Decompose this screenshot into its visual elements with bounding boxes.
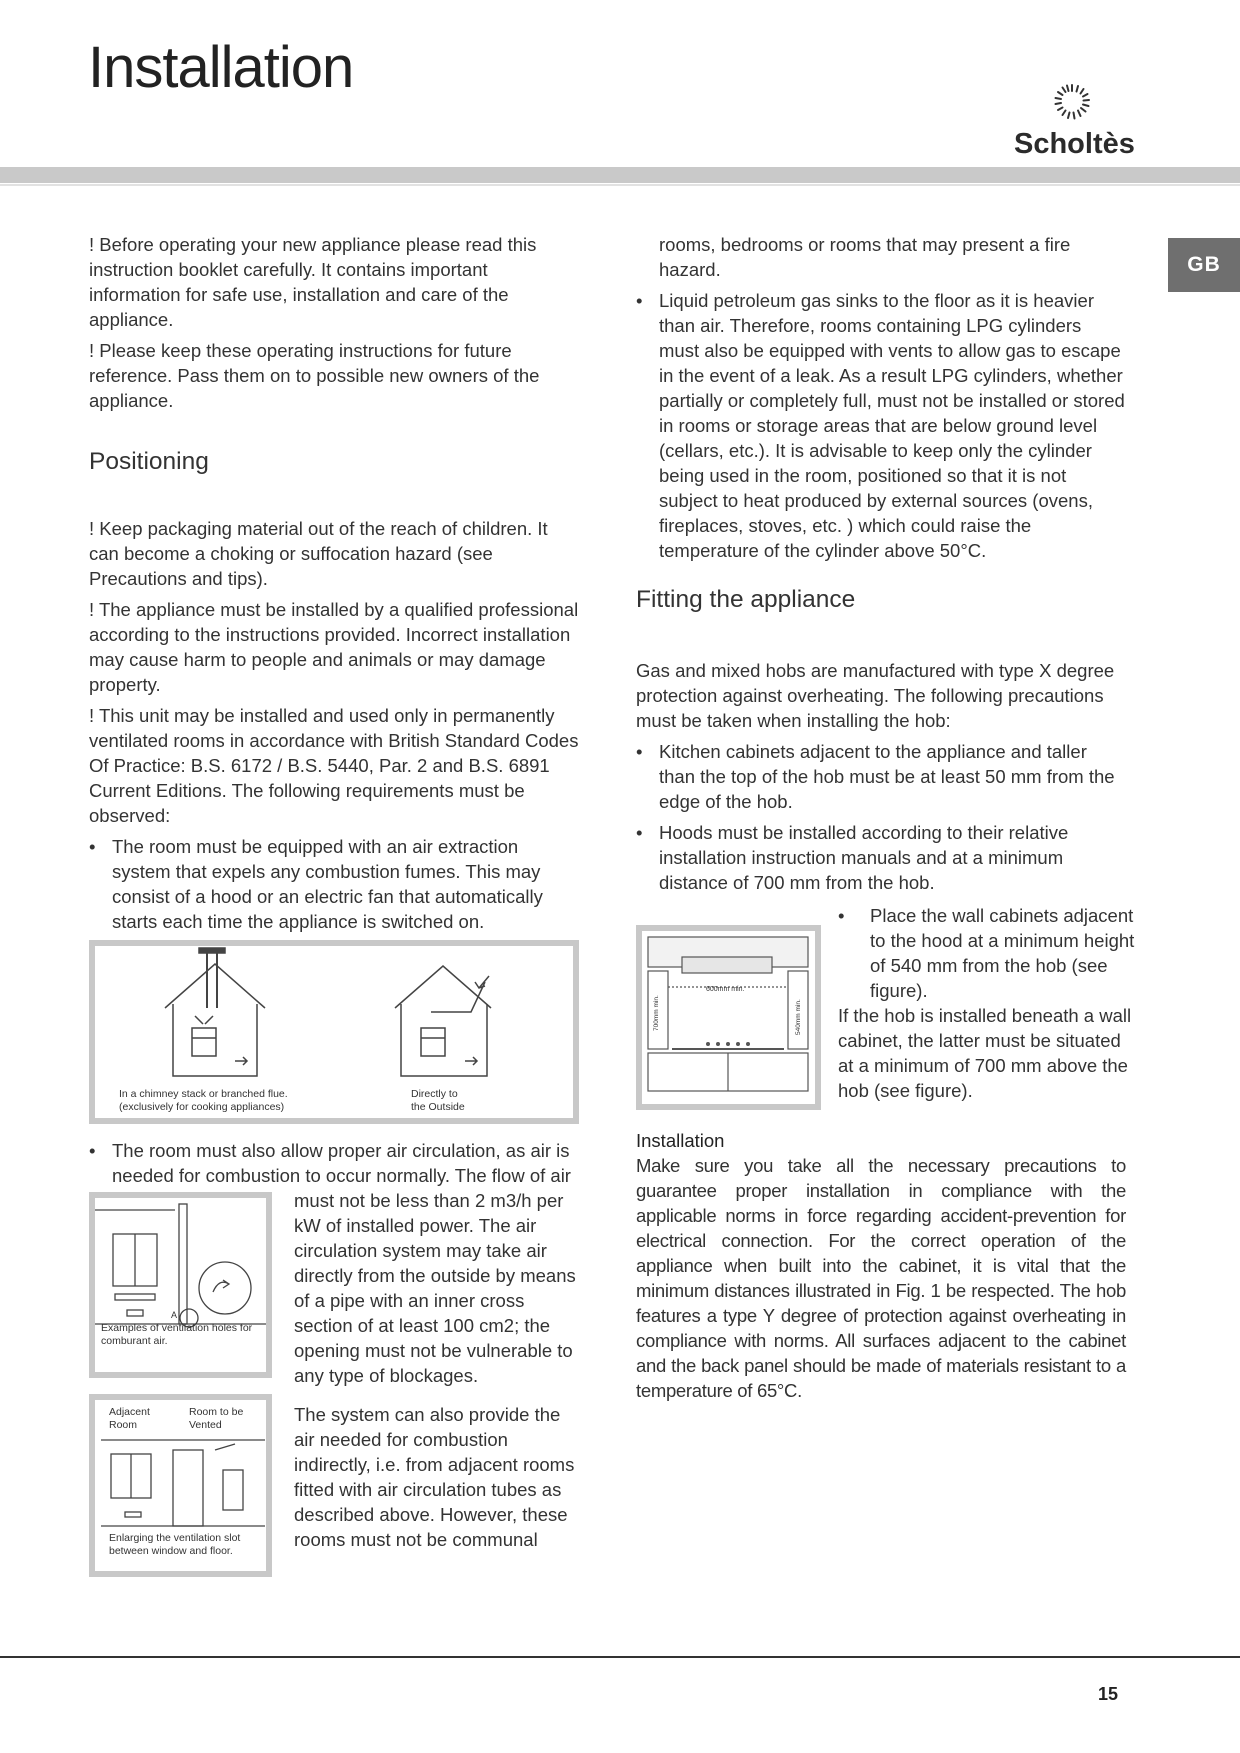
figure-label-700: 700mm min.: [653, 995, 660, 1031]
air-flow-paragraph-2: The system can also provide the air needed for combustion indirectly, i.e. from adjacent rooms fitted with air circulation tubes as described above. However, these rooms must not be communal: [294, 1404, 575, 1550]
requirement-bullet-extraction: • The room must be equipped with an air extraction system that expels any combustion fumes. This may consist of a hood or an electric fan that automatically starts each time the appliance is switched on.: [89, 834, 579, 934]
wall-cabinet-text: [838, 903, 1138, 1109]
air-flow-text: [294, 1188, 584, 1558]
left-column-top: [89, 232, 579, 419]
fitting-text: [636, 658, 1126, 901]
figure-ventilation-holes: [89, 1192, 272, 1378]
intro-paragraph-1: ! Before operating your new appliance please read this instruction booklet carefully. It contains important information for safe use, installation and care of the appliance.: [89, 234, 537, 330]
figure-minimum-distances: [636, 925, 821, 1110]
figure-caption-ventilation: Examples of ventilation holes for comburant air.: [101, 1322, 253, 1347]
figure-label-a: A: [171, 1310, 178, 1320]
positioning-paragraph-2: ! The appliance must be installed by a qualified professional according to the instructions provided. Incorrect installation may cause harm to people and animals or may damage property.: [89, 599, 579, 695]
page-title: Installation: [88, 35, 354, 100]
fitting-paragraph: Gas and mixed hobs are manufactured with type X degree protection against overheating. The following precautions must be taken when installing the hob:: [636, 660, 1115, 731]
footer-divider: [0, 1656, 1240, 1658]
fitting-bullet-cabinets: • Kitchen cabinets adjacent to the appliance and taller than the top of the hob must be at least 50 mm from the edge of the hob.: [636, 739, 1126, 814]
installation-paragraph: Make sure you take all the necessary precautions to guarantee proper installation in compliance with the applicable norms in force regarding accident-prevention for electrical connection. For the correct operation of the appliance when built into the cabinet, it is vital that the minimum distances illustrated in Fig. 1 be respected. The hob features a type Y degree of protection against overheating in compliance with norms. All surfaces adjacent to the cabinet and the back panel should be made of materials resistant to a temperature of 65°C.: [636, 1155, 1126, 1401]
figure-air-extraction: [89, 940, 579, 1124]
figure-label-room-vented: Room to be Vented: [189, 1406, 244, 1431]
brand-logo-icon: [1052, 82, 1092, 122]
fitting-bullet-hoods: • Hoods must be installed according to their relative installation instruction manuals and at a minimum distance of 700 mm from the hob.: [636, 820, 1126, 895]
header-divider: [0, 167, 1240, 183]
positioning-paragraph-3: ! This unit may be installed and used only in permanently ventilated rooms in accordance with British Standard Codes Of Practice: B.S. 6172 / B.S. 5440, Par. 2 and B.S. 6891 Current Editions. The following requirements must be observed:: [89, 705, 579, 826]
figure-label-600: 600mm min.: [706, 986, 745, 993]
air-flow-paragraph-1: must not be less than 2 m3/h per kW of installed power. The air circulation system may take air directly from the outside by means of a pipe with an inner cross section of at least 100 cm2; the opening must not be vulnerable to any type of blockages.: [294, 1190, 576, 1386]
intro-paragraph-2: ! Please keep these operating instructions for future reference. Pass them on to possible new owners of the appliance.: [89, 340, 540, 411]
section-heading-fitting: Fitting the appliance: [636, 586, 856, 613]
positioning-text: [89, 516, 579, 940]
figure-ventilation-slot: [89, 1394, 272, 1577]
figure-label-adjacent-room: Adjacent Room: [109, 1406, 150, 1431]
requirement-bullet-air-circulation: • The room must also allow proper air circulation, as air is needed for combustion to occur normally. The flow of air: [89, 1138, 579, 1188]
hood-distance-icon: [642, 931, 815, 1104]
figure-caption-outside: Directly to the Outside: [411, 1088, 465, 1113]
continued-text-rooms: rooms, bedrooms or rooms that may present a fire hazard.: [659, 234, 1071, 280]
fitting-bullet-wall-cabinets: • Place the wall cabinets adjacent to the hood at a minimum height of 540 mm from the hob (see figure).: [838, 903, 1138, 1003]
brand-name: Scholtès: [1014, 128, 1135, 160]
positioning-paragraph-1: ! Keep packaging material out of the reach of children. It can become a choking or suffocation hazard (see Precautions and tips).: [89, 518, 548, 589]
installation-section: [636, 1128, 1126, 1409]
wall-cabinet-paragraph: If the hob is installed beneath a wall cabinet, the latter must be situated at a minimum of 700 mm above the hob (see figure).: [838, 1005, 1132, 1101]
section-heading-installation: Installation: [636, 1130, 725, 1151]
language-tab[interactable]: GB: [1168, 238, 1240, 292]
right-column-top: [636, 232, 1126, 569]
figure-caption-chimney: In a chimney stack or branched flue. (exclusively for cooking appliances): [119, 1088, 288, 1113]
section-heading-positioning: Positioning: [89, 448, 209, 475]
page-number: 15: [1098, 1684, 1119, 1704]
figure-caption-slot: Enlarging the ventilation slot between window and floor.: [109, 1532, 241, 1557]
lpg-bullet: • Liquid petroleum gas sinks to the floor as it is heavier than air. Therefore, rooms containing LPG cylinders must also be equipped with vents to allow gas to escape in the event of a leak. As a result LPG cylinders, whether partially or completely full, must not be installed or stored in rooms or storage areas that are below ground level (cellars, etc.). It is advisable to keep only the cylinder being used in the room, positioned so that it is not subject to heat produced by external sources (ovens, fireplaces, stoves, etc. ) which could raise the temperature of the cylinder above 50°C.: [636, 288, 1126, 563]
figure-label-540: 540mm min.: [795, 999, 802, 1035]
header-divider-thin: [0, 184, 1240, 186]
